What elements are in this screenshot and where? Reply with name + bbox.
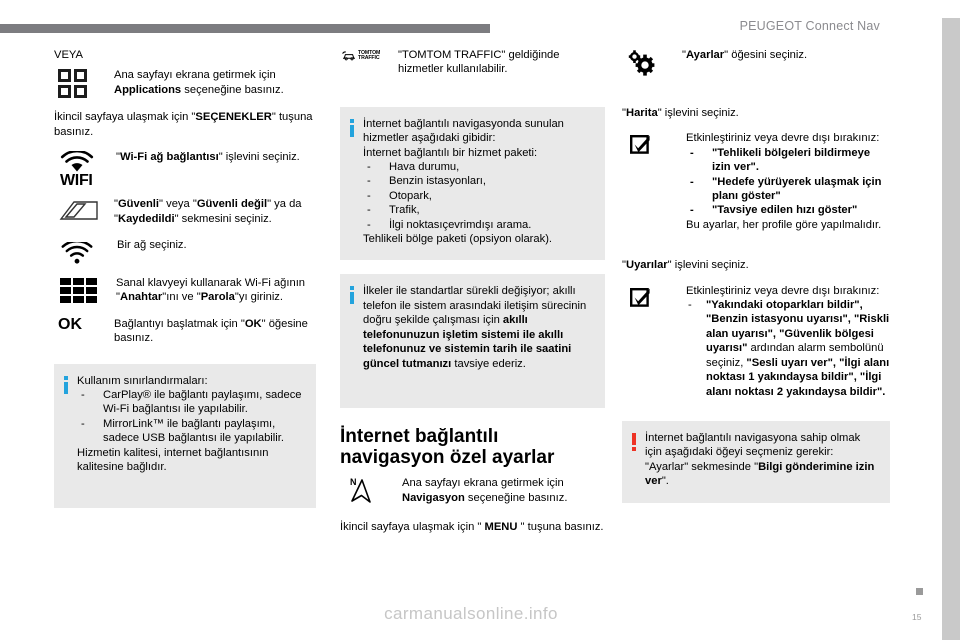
standards-t2: tavsiye ederiz. — [451, 357, 526, 370]
secenekler-text-1: İkincil sayfaya ulaşmak için " — [54, 111, 196, 124]
uyarilar-bold-1: Uyarılar — [625, 259, 668, 272]
uyarilar-options-heading: Etkinleştiriniz veya devre dışı bırakınız: — [686, 284, 880, 297]
info-icon — [64, 376, 68, 394]
services-footer: Tehlikeli bölge paketi (opsiyon olarak). — [363, 233, 553, 246]
secure-t2: " ya da " — [114, 198, 302, 225]
uyarilar-paragraph — [622, 258, 890, 272]
list-item: - MirrorLink™ ile bağlantı paylaşımı, sadece USB bağlantısı ile yapılabilir. — [77, 417, 304, 446]
harita-t1: " işlevini seçiniz. — [657, 107, 739, 119]
settings-row — [622, 48, 890, 78]
uyarilar-t1: " işlevini seçiniz. — [667, 259, 749, 272]
kbd-t1: Sanal klavyeyi kullanarak Wi-Fi ağının " — [116, 277, 306, 304]
kbd-bold-1: Anahtar — [119, 291, 163, 304]
keyboard-icon — [54, 276, 116, 303]
harita-options-heading: Etkinleştiriniz veya devre dışı bırakınız: — [686, 132, 880, 145]
secure-bold-3: Kaydedildi — [117, 212, 175, 225]
north-arrow-icon — [340, 476, 402, 508]
warn-t1: İnternet bağlantılı navigasyona sahip olmak için aşağıdaki öğeyi seçmeniz gerekir: "Ayarlar" sekmesinde " — [645, 431, 861, 473]
settings-t1: " öğesini seçiniz. — [724, 49, 808, 61]
kbd-t2: "ını ve " — [162, 291, 201, 304]
wifi-connection-row — [54, 150, 316, 190]
harita-paragraph — [622, 106, 890, 120]
uyarilar-q1: " — [622, 259, 626, 272]
ok-icon-label: OK — [58, 315, 82, 333]
tomtom-traffic-row — [340, 48, 605, 77]
usage-limits-heading: Kullanım sınırlandırmaları: — [77, 374, 208, 387]
left-column — [54, 48, 316, 522]
list-item: - "Tavsiye edilen hızı göster" — [686, 203, 890, 217]
virtual-keyboard-text — [116, 276, 316, 305]
applications-bold: Applications — [114, 83, 182, 96]
svg-text:N: N — [350, 477, 357, 488]
info-icon — [350, 119, 354, 137]
checkbox-checked-icon — [622, 131, 686, 155]
warn-t2: ". — [661, 475, 669, 488]
services-list — [363, 160, 593, 232]
watermark: carmanualsonline.info — [384, 604, 558, 623]
warning-box — [622, 421, 890, 503]
uyarilar-plain-1: ardından alarm sembolünü seçiniz, — [706, 342, 884, 369]
right-column — [622, 48, 890, 517]
swipe-tab-icon — [54, 197, 114, 222]
page-marker-square — [916, 588, 923, 595]
uyarilar-options-text — [686, 284, 890, 399]
harita-options-list — [686, 146, 890, 218]
nav-bold-1: Navigasyon — [402, 491, 465, 504]
ok-t1: Bağlantıyı başlatmak için " — [114, 317, 245, 330]
tomtom-icon-label-1: TOMTOM — [358, 50, 381, 56]
standards-t1: İlkeler ile standartlar sürekli değişiyor; akıllı telefon ile sistem arasındaki iletişim sürecinin doğru şekilde çalışması için — [363, 285, 587, 327]
list-item: - "Hedefe yürüyerek ulaşmak için planı göster" — [686, 175, 890, 204]
list-item — [686, 298, 890, 399]
ok-bold-1: OK — [244, 317, 262, 330]
harita-options-footer: Bu ayarlar, her profile göre yapılmalıdır. — [686, 218, 882, 231]
usage-limits-content — [77, 374, 304, 475]
list-item: - Hava durumu, — [363, 160, 593, 174]
list-item: - Trafik, — [363, 203, 593, 217]
warning-content — [645, 431, 878, 489]
checkbox-checked-icon — [622, 284, 686, 308]
secure-bold-1: Güvenli — [117, 198, 160, 211]
standards-bold-1: akıllı telefonunuzun işletim sistemi ile akıllı telefonunuz ve sistemin tarih ile saatini güncel tutmanızı — [363, 314, 572, 370]
settings-q1: " — [682, 49, 686, 61]
wifi-bold: Wi-Fi ağ bağlantısı — [119, 151, 219, 164]
uyarilar-options-row — [622, 284, 890, 399]
tomtom-traffic-text: "TOMTOM TRAFFIC" geldiğinde hizmetler kullanılabilir. — [398, 49, 560, 76]
applications-text-2: seçeneğine basınız. — [181, 83, 284, 96]
wifi-signal-icon — [54, 238, 117, 264]
veya-label: VEYA — [54, 49, 84, 61]
ok-icon — [54, 317, 114, 332]
info-icon — [350, 286, 354, 304]
wifi-row-text — [116, 150, 316, 164]
uyarilar-bold-2: "Sesli uyarı ver", "İlgi alanı noktası 1 yakındaysa bildir", "İlgi alanı noktası 2 yakındaysa bildir". — [706, 356, 890, 398]
menu-bold-1: MENU — [484, 521, 518, 534]
kbd-t3: "yı giriniz. — [234, 291, 284, 304]
harita-options-text — [686, 131, 890, 232]
navigation-row — [340, 476, 605, 508]
standards-content — [363, 284, 593, 370]
menu-paragraph — [340, 520, 605, 534]
harita-bold-1: Harita — [625, 107, 658, 119]
list-item: - Otopark, — [363, 189, 593, 203]
ok-row-text — [114, 317, 316, 346]
ok-t2: " öğesine basınız. — [114, 317, 308, 345]
list-item: - CarPlay® ile bağlantı paylaşımı, sadece Wi-Fi bağlantısı ile yapılabilir. — [77, 388, 304, 417]
settings-row-text — [682, 48, 890, 62]
secure-tab-row — [54, 197, 316, 226]
menu-t2: " tuşuna basınız. — [517, 521, 604, 534]
services-line-2: İnternet bağlantılı bir hizmet paketi: — [363, 146, 538, 159]
services-content — [363, 117, 593, 247]
usage-limits-list — [77, 388, 304, 446]
settings-bold-1: Ayarlar — [685, 49, 725, 61]
warning-icon — [632, 433, 636, 453]
usage-limits-info-box — [54, 364, 316, 508]
select-network-row — [54, 238, 316, 264]
menu-t1: İkincil sayfaya ulaşmak için " — [340, 521, 485, 534]
header-rule — [0, 24, 490, 33]
section-heading: İnternet bağlantılı navigasyon özel ayarlar — [340, 426, 555, 469]
applications-text — [114, 68, 316, 97]
nav-t2: seçeneğine basınız. — [464, 491, 568, 504]
ok-row — [54, 317, 316, 346]
secenekler-text-2: " tuşuna basınız. — [54, 111, 313, 138]
applications-row — [54, 68, 316, 98]
list-item: - "Tehlikeli bölgeleri bildirmeye izin ver". — [686, 146, 890, 175]
page-edge-strip — [942, 0, 960, 640]
secure-tab-text — [114, 197, 316, 226]
select-network-text: Bir ağ seçiniz. — [117, 239, 187, 252]
secenekler-paragraph — [54, 110, 316, 139]
secenekler-bold: SEÇENEKLER — [195, 111, 272, 124]
uyarilar-options-list — [686, 298, 890, 399]
uyarilar-bold-1: "Yakındaki otoparkları bildir", "Benzin istasyonu uyarısı", "Riskli alan uyarısı", "Güvenlik bölgesi uyarısı" — [706, 299, 890, 355]
list-item: - Benzin istasyonları, — [363, 174, 593, 188]
wifi-text: " işlevini seçiniz. — [218, 151, 300, 164]
virtual-keyboard-row — [54, 276, 316, 305]
secure-t3: " sekmesini seçiniz. — [174, 212, 272, 225]
services-info-box — [340, 107, 605, 261]
applications-text-1: Ana sayfayı ekrana getirmek için — [114, 69, 276, 82]
wifi-quote: " — [116, 151, 120, 164]
wifi-icon-label: WIFI — [60, 172, 93, 190]
harita-q1: " — [622, 107, 626, 119]
list-item: - İlgi noktasıçevrimdışı arama. — [363, 218, 593, 232]
page-edge-strip-top — [942, 0, 960, 18]
secure-t1: " veya " — [159, 198, 197, 211]
harita-options-row — [622, 131, 890, 232]
tomtom-traffic-icon — [340, 48, 398, 62]
wifi-icon — [54, 150, 116, 190]
page-number: 15 — [912, 612, 922, 622]
warn-bold-1: Bilgi gönderimine izin ver — [645, 460, 875, 488]
secure-q1: " — [114, 198, 118, 211]
page-title: PEUGEOT Connect Nav — [739, 19, 880, 33]
services-line-1: İnternet bağlantılı navigasyonda sunulan hizmetler aşağıdaki gibidir: — [363, 117, 564, 145]
nav-t1: Ana sayfayı ekrana getirmek için — [402, 477, 564, 490]
kbd-bold-2: Parola — [200, 291, 235, 304]
middle-column — [340, 48, 605, 546]
usage-limits-footer: Hizmetin kalitesi, internet bağlantısının kalitesine bağlıdır. — [77, 446, 269, 474]
navigation-row-text — [402, 476, 605, 505]
gear-icon — [622, 48, 682, 78]
standards-info-box — [340, 274, 605, 408]
secure-bold-2: Güvenli değil — [196, 198, 268, 211]
four-squares-icon — [54, 68, 114, 98]
tomtom-icon-label-2: TRAFFIC — [358, 55, 380, 62]
